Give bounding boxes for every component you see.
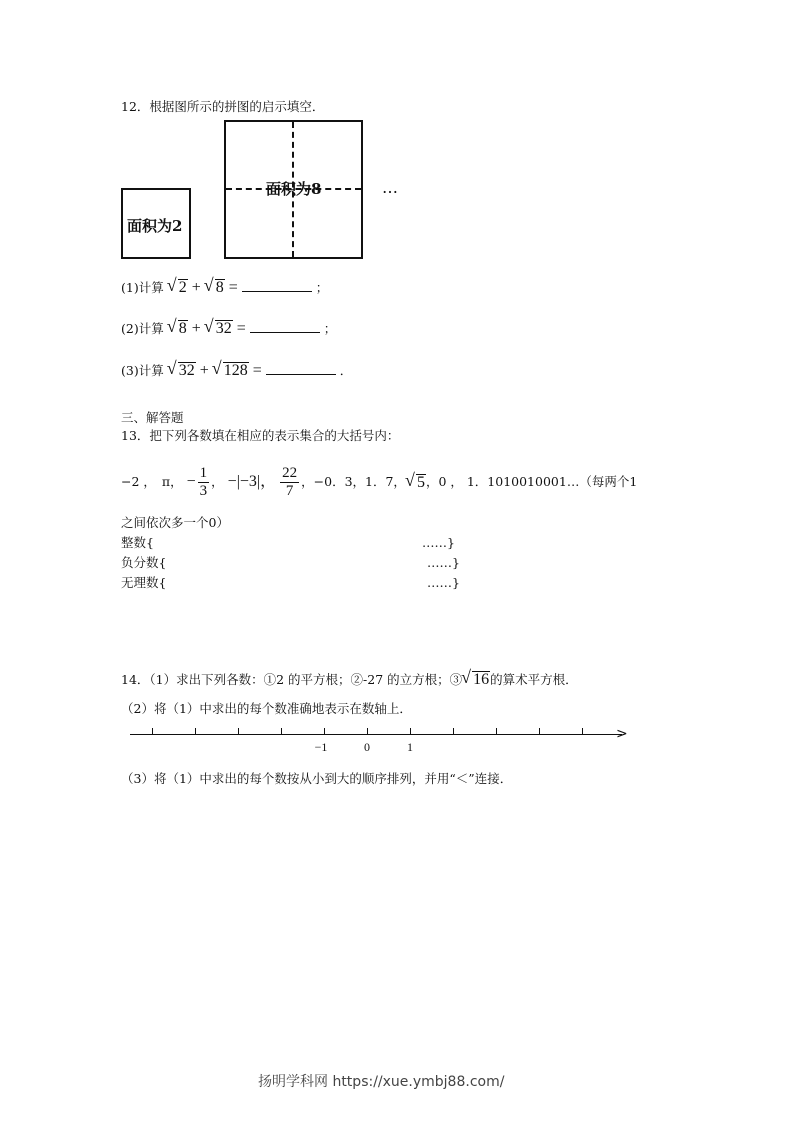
tick (539, 728, 540, 734)
tick (453, 728, 454, 734)
q12-item-2: (2)计算 √ 8 + √ 32 = ； (121, 318, 336, 337)
tick (582, 728, 583, 734)
axis-arrow-icon: > (616, 726, 628, 742)
answer-blank-3[interactable] (266, 360, 336, 375)
set-integers-label: 整数{ (121, 535, 154, 550)
fraction-one-third: $\frac{1}{3}$ (199, 464, 208, 499)
ellipsis: … (382, 178, 398, 197)
set-negative-fractions-end: ……} (427, 555, 460, 570)
q14-part1: 14．（1）求出下列各数：①2 的平方根；②-27 的立方根；③ √ 16 的算术平方根． (121, 671, 578, 688)
tick (367, 728, 368, 734)
section-heading: 三、解答题 (121, 410, 184, 425)
q13-number-list: −2 ， π， − $\frac{1}{3}$ ， −|−3|， $\frac{22}{7}$ ，−0．3，1．7， √ 5 ，0 ， 1．1010010001…（每两个1 (121, 462, 637, 502)
answer-blank-1[interactable] (242, 277, 312, 292)
q13-continuation: 之间依次多一个0） (121, 515, 229, 530)
q14-part3: （3）将（1）中求出的每个数按从小到大的顺序排列，并用“＜”连接． (121, 771, 513, 786)
set-integers-end: ……} (422, 535, 455, 550)
tick-label-1: 1 (407, 740, 413, 754)
sqrt: √ 2 (168, 279, 188, 296)
q13-title: 13．把下列各数填在相应的表示集合的大括号内： (121, 428, 400, 443)
sqrt: √ 16 (462, 671, 490, 688)
q12-title: 12．根据图所示的拼图的启示填空． (121, 99, 325, 114)
sqrt: √ 8 (205, 279, 225, 296)
big-square-label: 面积为8 (266, 180, 322, 198)
footer-watermark: 扬明学科网 https://xue.ymbj88.com/ (258, 1074, 505, 1090)
answer-blank-2[interactable] (250, 318, 320, 333)
sqrt: √ 128 (213, 362, 249, 379)
sqrt: √ 32 (168, 362, 196, 379)
small-square-label: 面积为2 (127, 217, 183, 235)
sqrt: √ 8 (168, 320, 188, 337)
fraction-22-7: $\frac{22}{7}$ (282, 464, 298, 499)
sqrt: √ 5 (406, 474, 426, 491)
tick (324, 728, 325, 734)
tick (281, 728, 282, 734)
q12-item-1: (1)计算 √ 2 + √ 8 = ； (121, 277, 328, 296)
tick (410, 728, 411, 734)
tick (496, 728, 497, 734)
tick (238, 728, 239, 734)
tick-label-neg1: −1 (314, 740, 328, 754)
sqrt: √ 32 (205, 320, 233, 337)
tick (152, 728, 153, 734)
small-square-figure (121, 188, 191, 259)
tick (195, 728, 196, 734)
big-square-figure (224, 120, 363, 259)
q14-part2: （2）将（1）中求出的每个数准确地表示在数轴上． (121, 701, 412, 716)
set-negative-fractions-label: 负分数{ (121, 555, 167, 570)
set-irrationals-end: ……} (427, 575, 460, 590)
set-irrationals-label: 无理数{ (121, 575, 167, 590)
q12-item-3: (3)计算 √ 32 + √ 128 = ． (121, 360, 352, 379)
tick-label-0: 0 (364, 740, 370, 754)
axis-line (130, 734, 622, 735)
